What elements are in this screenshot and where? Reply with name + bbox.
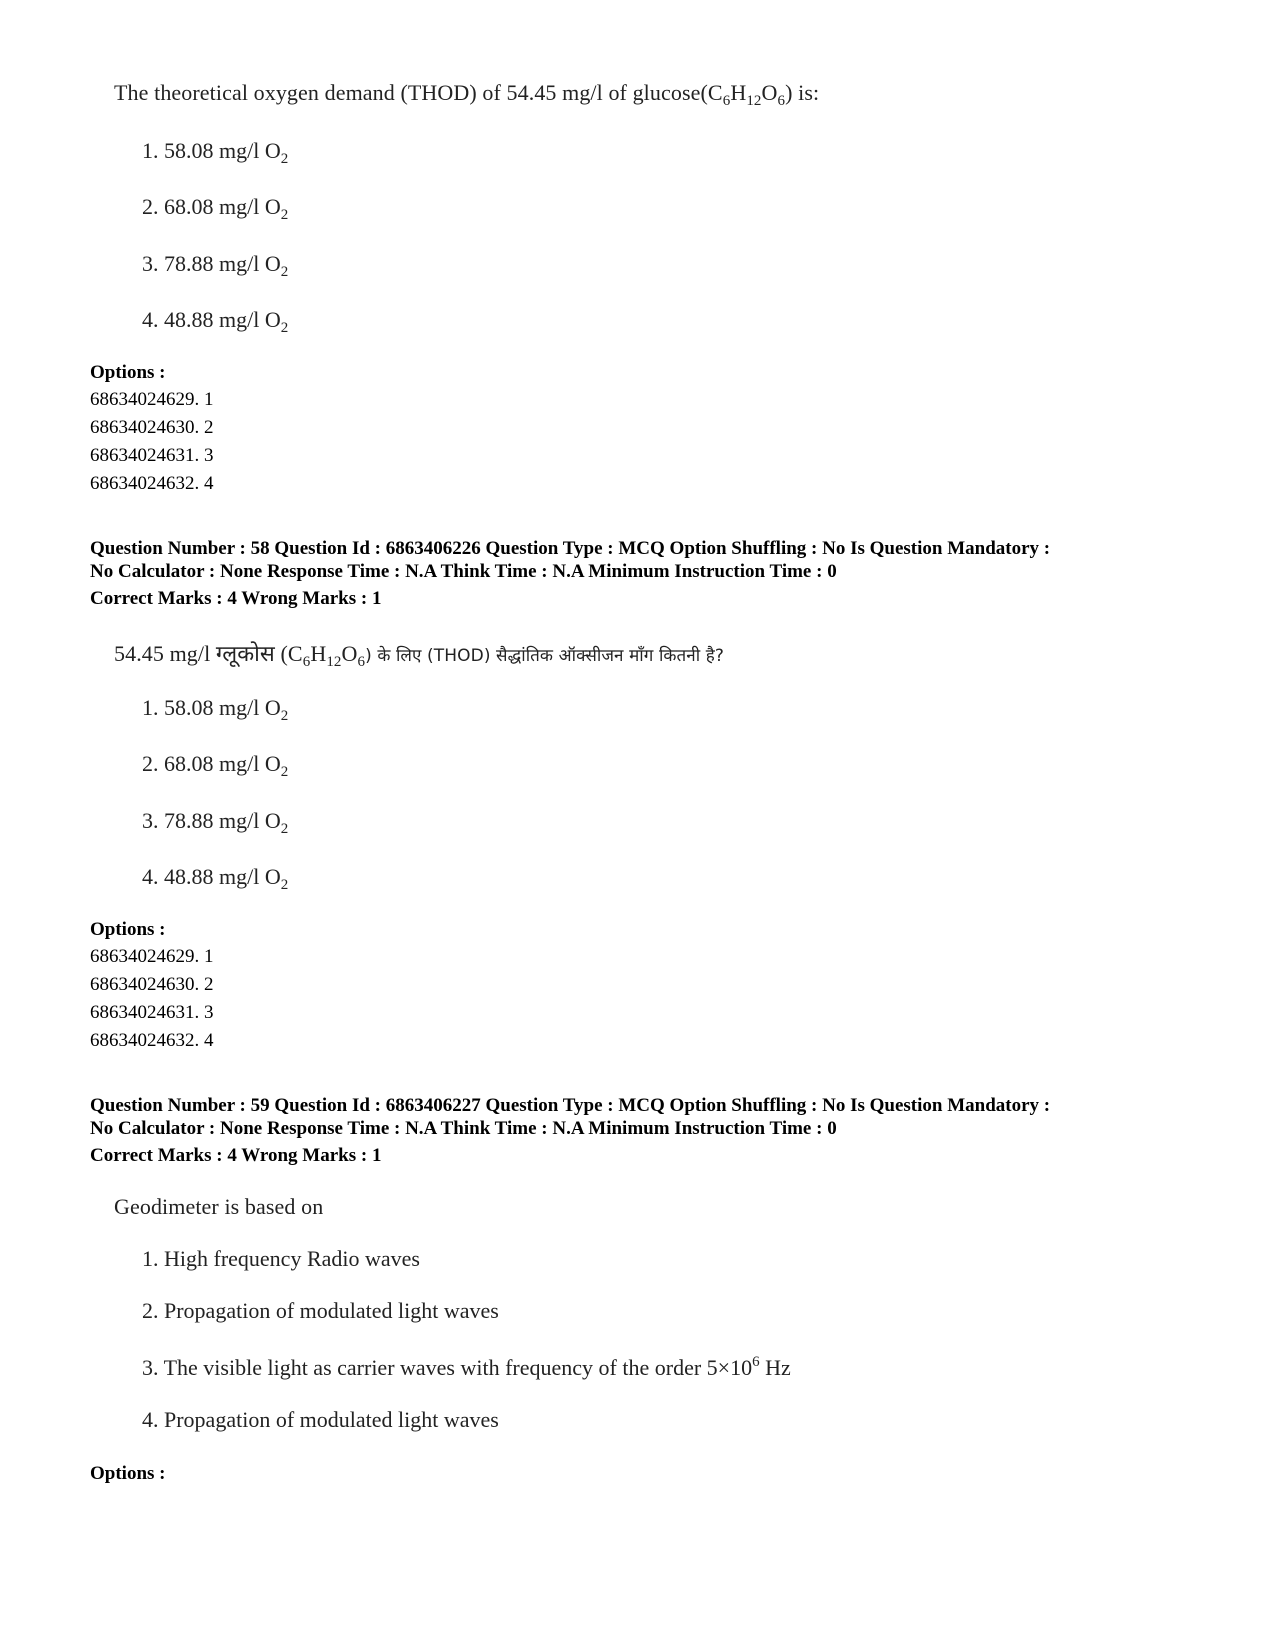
q57-option-id-3: 68634024631. 3 bbox=[90, 445, 214, 466]
q58-choice-2: 2. 68.08 mg/l $O_2$ bbox=[142, 751, 289, 780]
q57-question-text: The theoretical oxygen demand (THOD) of 54.45 mg/l of $glucose(C_6H_{12}O_6)$ is: bbox=[114, 80, 820, 109]
q59-marks: Correct Marks : 4 Wrong Marks : 1 bbox=[90, 1145, 382, 1166]
q58-marks: Correct Marks : 4 Wrong Marks : 1 bbox=[90, 588, 382, 609]
q57-option-id-4: 68634024632. 4 bbox=[90, 473, 214, 494]
q58-options-label: Options : bbox=[90, 919, 166, 940]
q59-question-text: Geodimeter is based on bbox=[114, 1194, 324, 1219]
q58-choice-4: 4. 48.88 mg/l $O_2$ bbox=[142, 864, 289, 893]
q59-meta-line-2: No Calculator : None Response Time : N.A Think Time : N.A Minimum Instruction Time : 0 bbox=[90, 1118, 837, 1139]
q59-meta-line-1: Question Number : 59 Question Id : 6863406227 Question Type : MCQ Option Shuffling : No Is Question Mandatory : bbox=[90, 1095, 1051, 1116]
q59-choice-1: 1. High frequency Radio waves bbox=[142, 1246, 420, 1271]
q57-choice-1: 1. 58.08 mg/l $O_2$ bbox=[142, 138, 289, 167]
q59-choice-2: 2. Propagation of modulated light waves bbox=[142, 1298, 499, 1323]
q58-choice-3: 3. 78.88 mg/l $O_2$ bbox=[142, 808, 289, 837]
q59-options-label: Options : bbox=[90, 1463, 166, 1484]
q58-question-text: 54.45 mg/l ग्लूकोस $(C_6H_{12}O_6)$ के लिए (THOD) सैद्धांतिक ऑक्सीजन माँग कितनी है? bbox=[114, 641, 724, 670]
q58-option-id-4: 68634024632. 4 bbox=[90, 1030, 214, 1051]
q57-choice-2: 2. 68.08 mg/l $O_2$ bbox=[142, 194, 289, 223]
q57-choice-3: 3. 78.88 mg/l $O_2$ bbox=[142, 251, 289, 280]
q57-choice-4: 4. 48.88 mg/l $O_2$ bbox=[142, 307, 289, 336]
q58-option-id-2: 68634024630. 2 bbox=[90, 974, 214, 995]
q58-meta-line-1: Question Number : 58 Question Id : 6863406226 Question Type : MCQ Option Shuffling : No Is Question Mandatory : bbox=[90, 538, 1051, 559]
q59-choice-4: 4. Propagation of modulated light waves bbox=[142, 1407, 499, 1432]
q58-choice-1: 1. 58.08 mg/l $O_2$ bbox=[142, 695, 289, 724]
q57-option-id-2: 68634024630. 2 bbox=[90, 417, 214, 438]
q58-meta-line-2: No Calculator : None Response Time : N.A Think Time : N.A Minimum Instruction Time : 0 bbox=[90, 561, 837, 582]
q58-option-id-3: 68634024631. 3 bbox=[90, 1002, 214, 1023]
q57-option-id-1: 68634024629. 1 bbox=[90, 389, 214, 410]
q57-options-label: Options : bbox=[90, 362, 166, 383]
q59-choice-3: 3. The visible light as carrier waves with frequency of the order $5\times 10^6$ Hz bbox=[142, 1354, 791, 1380]
q58-option-id-1: 68634024629. 1 bbox=[90, 946, 214, 967]
